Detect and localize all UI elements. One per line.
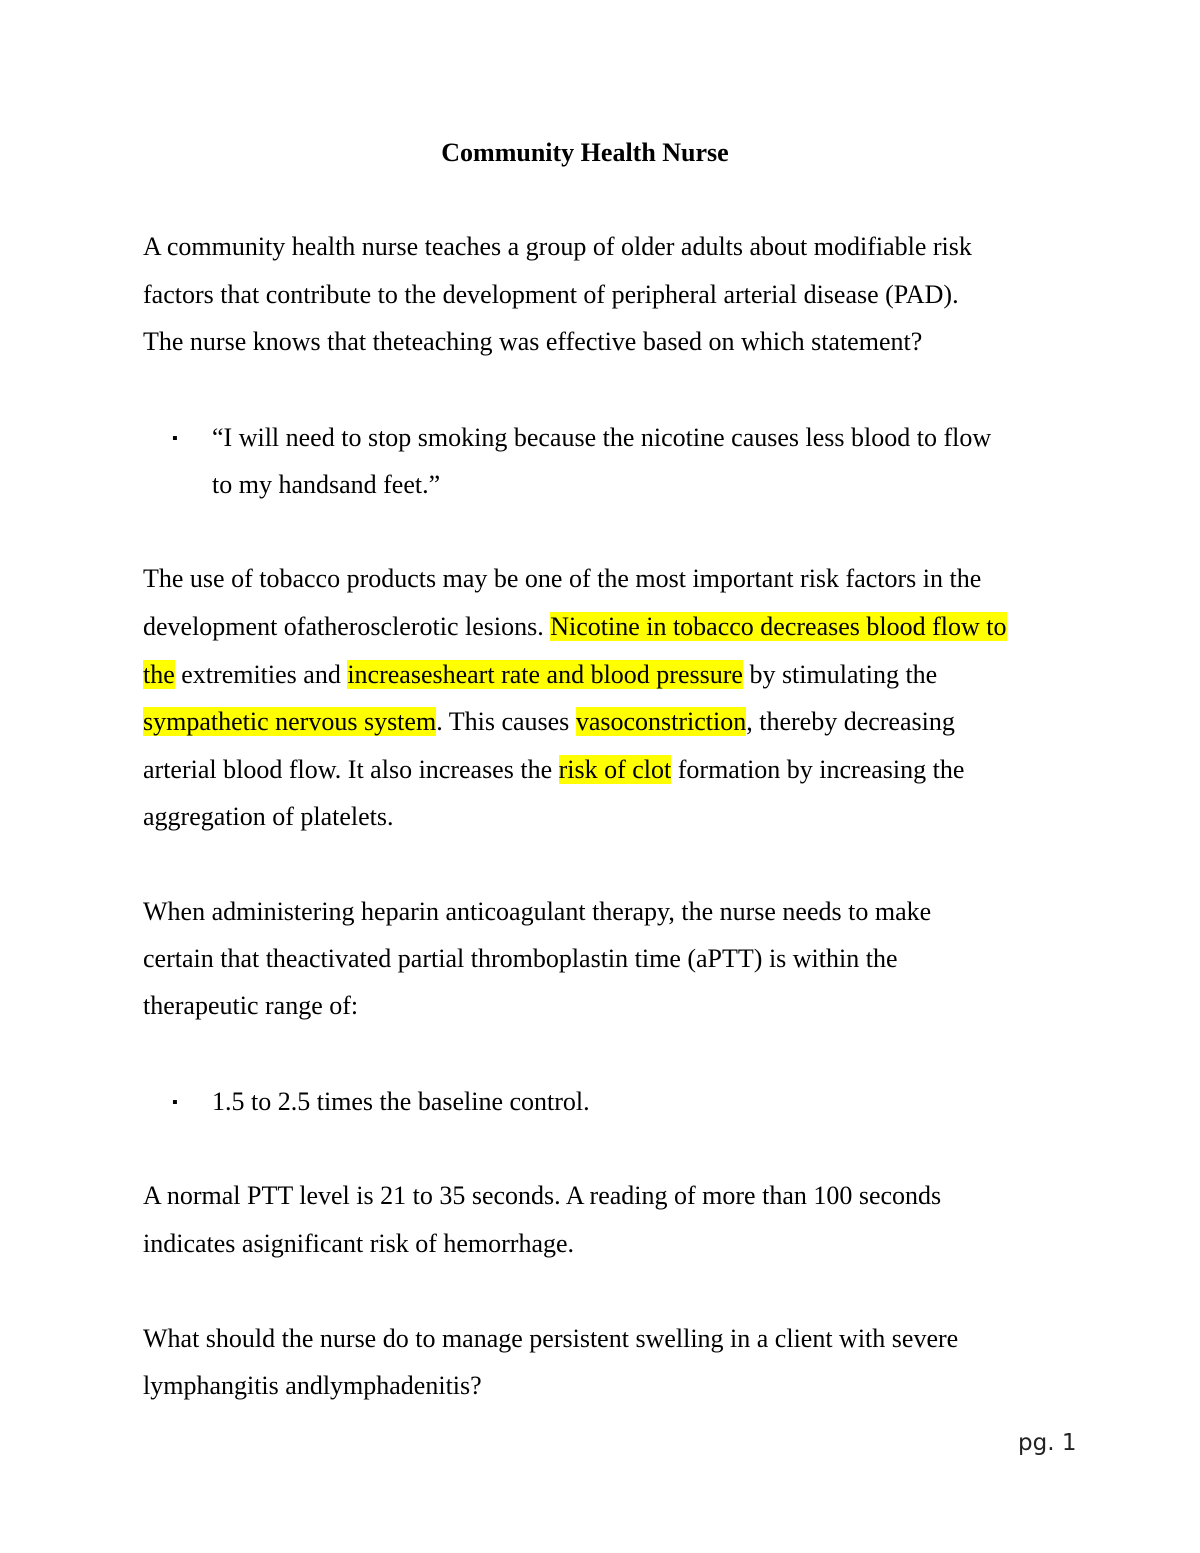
- rationale-1-line-6: aggregation of platelets.: [143, 802, 394, 831]
- question-2-line-3: therapeutic range of:: [143, 991, 359, 1020]
- rationale-text: arterial blood flow. It also increases the: [143, 755, 559, 784]
- highlighted-text: sympathetic nervous system: [143, 707, 437, 736]
- highlighted-text: increasesheart rate and blood pressure: [347, 660, 743, 689]
- question-1-line-1: A community health nurse teaches a group of older adults about modifiable risk: [143, 232, 972, 261]
- rationale-text: development ofatherosclerotic lesions.: [143, 612, 551, 641]
- rationale-text: , thereby decreasing: [746, 707, 955, 736]
- rationale-1-line-2: [143, 610, 1007, 644]
- page-title: Community Health Nurse: [441, 138, 729, 167]
- question-1-line-3: The nurse knows that theteaching was effective based on which statement?: [143, 327, 923, 356]
- highlighted-text: risk of clot: [558, 755, 672, 784]
- page-number: pg. 1: [1018, 1430, 1077, 1456]
- rationale-text: by stimulating the: [742, 660, 938, 689]
- rationale-1-line-4: [143, 705, 955, 739]
- bullet-icon: ▪: [172, 430, 178, 447]
- rationale-2-line-2: indicates asignificant risk of hemorrhage.: [143, 1229, 575, 1258]
- question-2-line-2: certain that theactivated partial thromboplastin time (aPTT) is within the: [143, 944, 898, 973]
- question-2-line-1: When administering heparin anticoagulant therapy, the nurse needs to make: [143, 897, 932, 926]
- rationale-1-line-5: [143, 753, 964, 787]
- rationale-1-line-3: [143, 658, 937, 692]
- question-3-line-1: What should the nurse do to manage persistent swelling in a client with severe: [143, 1324, 959, 1353]
- rationale-1-line-1: The use of tobacco products may be one of the most important risk factors in the: [143, 564, 982, 593]
- answer-2-line-1: 1.5 to 2.5 times the baseline control.: [212, 1087, 590, 1116]
- rationale-text: . This causes: [436, 707, 576, 736]
- rationale-2-line-1: A normal PTT level is 21 to 35 seconds. A reading of more than 100 seconds: [143, 1181, 942, 1210]
- rationale-text: extremities and: [174, 660, 348, 689]
- question-3-line-2: lymphangitis andlymphadenitis?: [143, 1371, 482, 1400]
- answer-1-line-1: “I will need to stop smoking because the nicotine causes less blood to flow: [212, 423, 992, 452]
- question-1-line-2: factors that contribute to the development of peripheral arterial disease (PAD).: [143, 280, 959, 309]
- answer-1-line-2: to my handsand feet.”: [212, 470, 441, 499]
- highlighted-text: Nicotine in tobacco decreases blood flow to: [550, 612, 1007, 641]
- highlighted-text: vasoconstriction: [575, 707, 747, 736]
- highlighted-text: the: [143, 660, 175, 689]
- rationale-text: formation by increasing the: [671, 755, 965, 784]
- bullet-icon: ▪: [172, 1094, 178, 1111]
